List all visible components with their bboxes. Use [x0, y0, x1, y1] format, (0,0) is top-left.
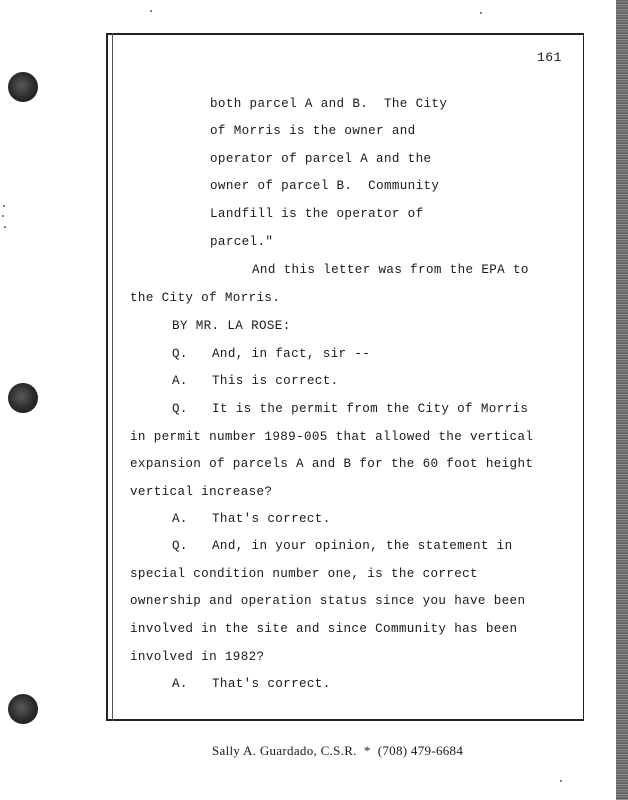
transcript-line: in permit number 1989-005 that allowed the vertical	[130, 430, 534, 444]
transcript-line: operator of parcel A and the	[210, 152, 432, 166]
transcript-line: the City of Morris.	[130, 291, 281, 305]
transcript-line: involved in 1982?	[130, 650, 265, 664]
transcript-line: And, in your opinion, the statement in	[212, 539, 513, 553]
transcript-line: That's correct.	[212, 512, 331, 526]
transcript-line: expansion of parcels A and B for the 60 foot height	[130, 457, 534, 471]
transcript-line: This is correct.	[212, 374, 339, 388]
answer-marker: A.	[172, 677, 188, 691]
transcript-line: It is the permit from the City of Morris	[212, 402, 529, 416]
court-reporter-footer: Sally A. Guardado, C.S.R. * (708) 479-6684	[212, 743, 464, 758]
page-number: 161	[537, 50, 562, 65]
transcript-line: ownership and operation status since you have been	[130, 594, 526, 608]
transcript-line: both parcel A and B. The City	[210, 97, 448, 111]
question-marker: Q.	[172, 402, 188, 416]
transcript-line: involved in the site and since Community has been	[130, 622, 518, 636]
question-marker: Q.	[172, 347, 188, 361]
transcript-line: And this letter was from the EPA to	[252, 263, 529, 277]
examiner-heading: BY MR. LA ROSE:	[172, 319, 291, 333]
transcript-line: special condition number one, is the correct	[130, 567, 478, 581]
transcript-line: And, in fact, sir --	[212, 347, 371, 361]
transcript-line: parcel."	[210, 235, 274, 249]
transcript-line: of Morris is the owner and	[210, 124, 416, 138]
answer-marker: A.	[172, 374, 188, 388]
answer-marker: A.	[172, 512, 188, 526]
transcript-line: Landfill is the operator of	[210, 207, 424, 221]
transcript-line: vertical increase?	[130, 485, 273, 499]
transcript-line: That's correct.	[212, 677, 331, 691]
question-marker: Q.	[172, 539, 188, 553]
transcript-line: owner of parcel B. Community	[210, 179, 440, 193]
